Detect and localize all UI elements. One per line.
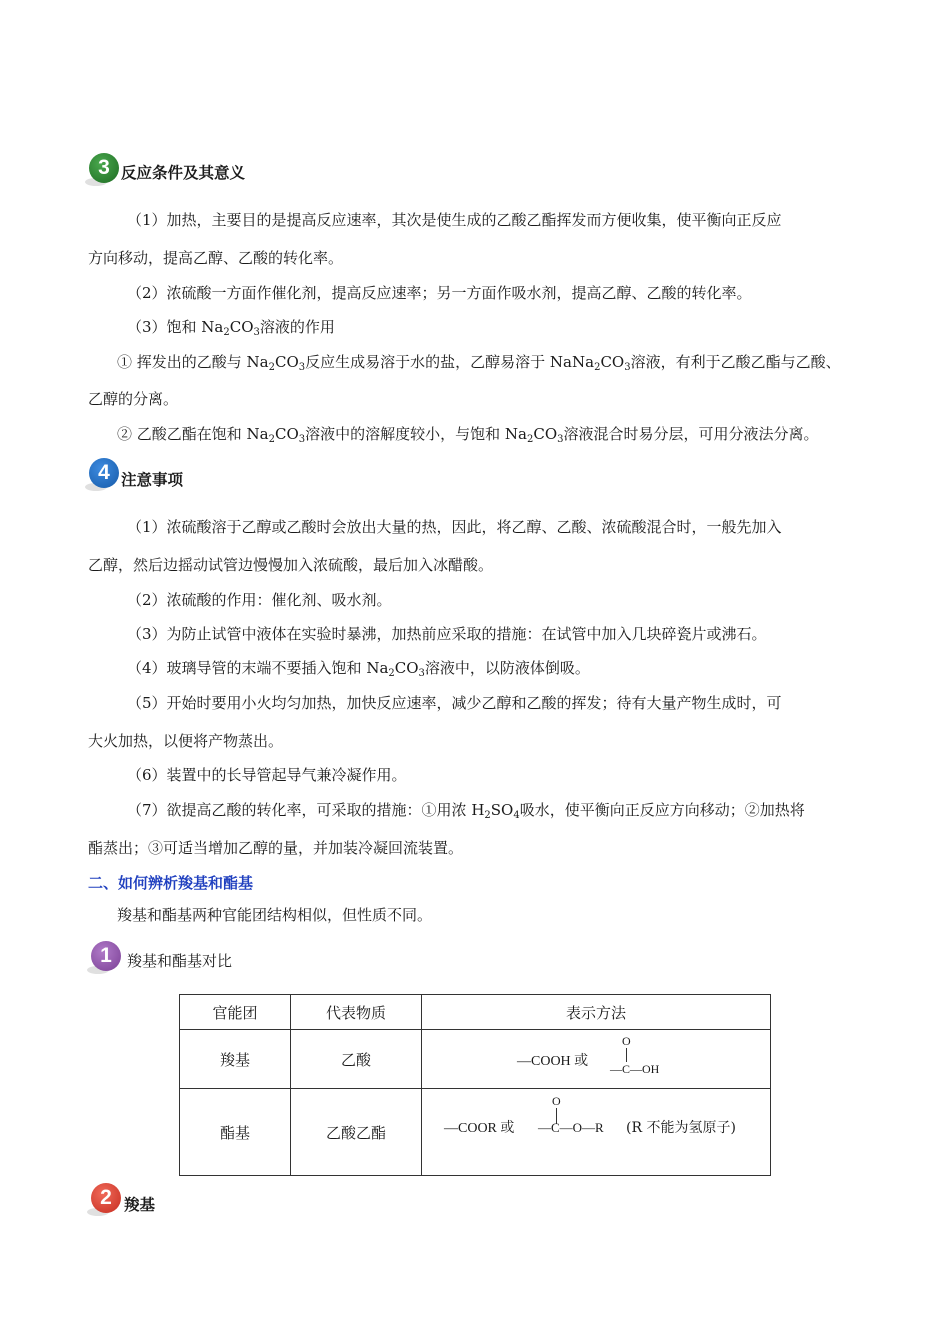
table-header-cell: 官能团 bbox=[180, 995, 291, 1030]
text-segment: 溶液中，以防液体倒吸。 bbox=[424, 659, 590, 677]
badge-number-2: 2 bbox=[91, 1183, 121, 1213]
text-segment: CO bbox=[274, 425, 299, 443]
paragraph-3-2: （2）浓硫酸一方面作催化剂，提高反应速率；另一方面作吸水剂，提高乙醇、乙酸的转化率。 bbox=[127, 284, 752, 302]
struct-oxygen: O bbox=[622, 1034, 631, 1048]
double-bond-line bbox=[626, 1048, 627, 1062]
table-header-cell: 代表物质 bbox=[291, 995, 422, 1030]
paragraph-3-5 bbox=[117, 424, 819, 444]
section-4-title: 注意事项 bbox=[121, 471, 184, 489]
note-3: （3）为防止试管中液体在实验时暴沸，加热前应采取的措施：在试管中加入几块碎瓷片或沸石。 bbox=[127, 625, 767, 643]
text-segment: 吸水，使平衡向正反应方向移动；②加热将 bbox=[519, 801, 805, 819]
subscript: 4 bbox=[513, 810, 520, 821]
subsection-1-title: 羧基和酯基对比 bbox=[127, 952, 233, 970]
note-7 bbox=[127, 800, 805, 820]
text-segment: （7）欲提高乙酸的转化率，可采取的措施：①用浓 H bbox=[127, 801, 485, 819]
text-segment: （3）饱和 Na bbox=[127, 318, 224, 336]
table-cell-formula bbox=[422, 1089, 771, 1176]
subsection-2-title: 羧基 bbox=[124, 1196, 156, 1214]
struct-oxygen: O bbox=[552, 1094, 561, 1108]
subscript: 3 bbox=[557, 434, 564, 445]
paragraph-3-1b: 方向移动，提高乙醇、乙酸的转化率。 bbox=[88, 249, 344, 267]
text-segment: 溶液中的溶解度较小，与饱和 Na bbox=[305, 425, 527, 443]
part-2-intro: 羧基和酯基两种官能团结构相似，但性质不同。 bbox=[117, 906, 433, 924]
formula-note: (R 不能为氢原子) bbox=[626, 1120, 736, 1136]
formula-text: —COOH 或 bbox=[517, 1054, 589, 1069]
subscript: 2 bbox=[526, 434, 534, 445]
note-4 bbox=[127, 658, 590, 678]
struct-chain: —C—OH bbox=[610, 1062, 660, 1076]
note-1b: 乙醇，然后边摇动试管边慢慢加入浓硫酸，最后加入冰醋酸。 bbox=[88, 556, 494, 574]
text-segment: ① 挥发出的乙酸与 Na bbox=[117, 353, 269, 371]
paragraph-3-1a: （1）加热，主要目的是提高反应速率，其次是使生成的乙酸乙酯挥发而方便收集，使平衡向正反应 bbox=[127, 211, 782, 229]
text-segment: SO bbox=[490, 801, 514, 819]
paragraph-3-4-line2: 乙醇的分离。 bbox=[88, 390, 179, 408]
text-segment: 反应生成易溶于水的盐，乙醇易溶于 Na bbox=[305, 353, 572, 371]
table-row bbox=[180, 1030, 771, 1089]
subscript: 2 bbox=[268, 362, 275, 373]
comparison-table bbox=[179, 994, 771, 1176]
table-cell-formula bbox=[422, 1030, 771, 1089]
note-1a: （1）浓硫酸溶于乙醇或乙酸时会放出大量的热，因此，将乙醇、乙酸、浓硫酸混合时，一般先加入 bbox=[127, 518, 782, 536]
text-segment: Na bbox=[571, 353, 595, 371]
formula-text: —COOR 或 bbox=[444, 1121, 515, 1136]
table-row bbox=[180, 1089, 771, 1176]
part-2-heading: 二、如何辨析羧基和酯基 bbox=[88, 874, 254, 892]
subscript: 2 bbox=[268, 434, 275, 445]
struct-chain: —C—O—R bbox=[538, 1120, 604, 1135]
text-segment: CO bbox=[394, 659, 419, 677]
table-cell-group: 酯基 bbox=[180, 1089, 291, 1176]
badge-number-3: 3 bbox=[89, 153, 119, 183]
table-header-cell: 表示方法 bbox=[422, 995, 771, 1030]
note-7-line2: 酯蒸出；③可适当增加乙醇的量，并加装冷凝回流装置。 bbox=[88, 839, 464, 857]
table-cell-substance: 乙酸乙酯 bbox=[291, 1089, 422, 1176]
text-segment: 溶液混合时易分层，可用分液法分离。 bbox=[563, 425, 819, 443]
table-cell-substance: 乙酸 bbox=[291, 1030, 422, 1089]
subscript: 2 bbox=[223, 327, 230, 338]
text-segment: CO bbox=[274, 353, 299, 371]
subscript: 3 bbox=[624, 362, 631, 373]
subscript: 2 bbox=[484, 810, 491, 821]
badge-number-4: 4 bbox=[89, 458, 119, 488]
text-segment: CO bbox=[600, 353, 625, 371]
subscript: 2 bbox=[594, 362, 601, 373]
badge-number-1: 1 bbox=[91, 941, 121, 971]
note-2: （2）浓硫酸的作用：催化剂、吸水剂。 bbox=[127, 591, 392, 609]
note-5a: （5）开始时要用小火均匀加热，加快反应速率，减少乙醇和乙酸的挥发；待有大量产物生成时，可 bbox=[127, 694, 782, 712]
paragraph-3-3 bbox=[127, 317, 335, 337]
text-segment: CO bbox=[533, 425, 558, 443]
text-segment: ② 乙酸乙酯在饱和 Na bbox=[117, 425, 269, 443]
table-header-row bbox=[180, 995, 771, 1030]
subscript: 3 bbox=[253, 327, 260, 338]
subscript: 3 bbox=[418, 668, 425, 679]
text-segment: 溶液的作用 bbox=[259, 318, 335, 336]
paragraph-3-4 bbox=[117, 352, 841, 372]
subscript: 3 bbox=[298, 362, 306, 373]
subscript: 3 bbox=[298, 434, 306, 445]
section-3-title: 反应条件及其意义 bbox=[121, 164, 246, 182]
note-5b: 大火加热，以便将产物蒸出。 bbox=[88, 732, 284, 750]
text-segment: CO bbox=[229, 318, 254, 336]
text-segment: （4）玻璃导管的末端不要插入饱和 Na bbox=[127, 659, 389, 677]
table-cell-group: 羧基 bbox=[180, 1030, 291, 1089]
text-segment: 溶液，有利于乙酸乙酯与乙酸、 bbox=[630, 353, 841, 371]
subscript: 2 bbox=[388, 668, 395, 679]
note-6: （6）装置中的长导管起导气兼冷凝作用。 bbox=[127, 766, 407, 784]
